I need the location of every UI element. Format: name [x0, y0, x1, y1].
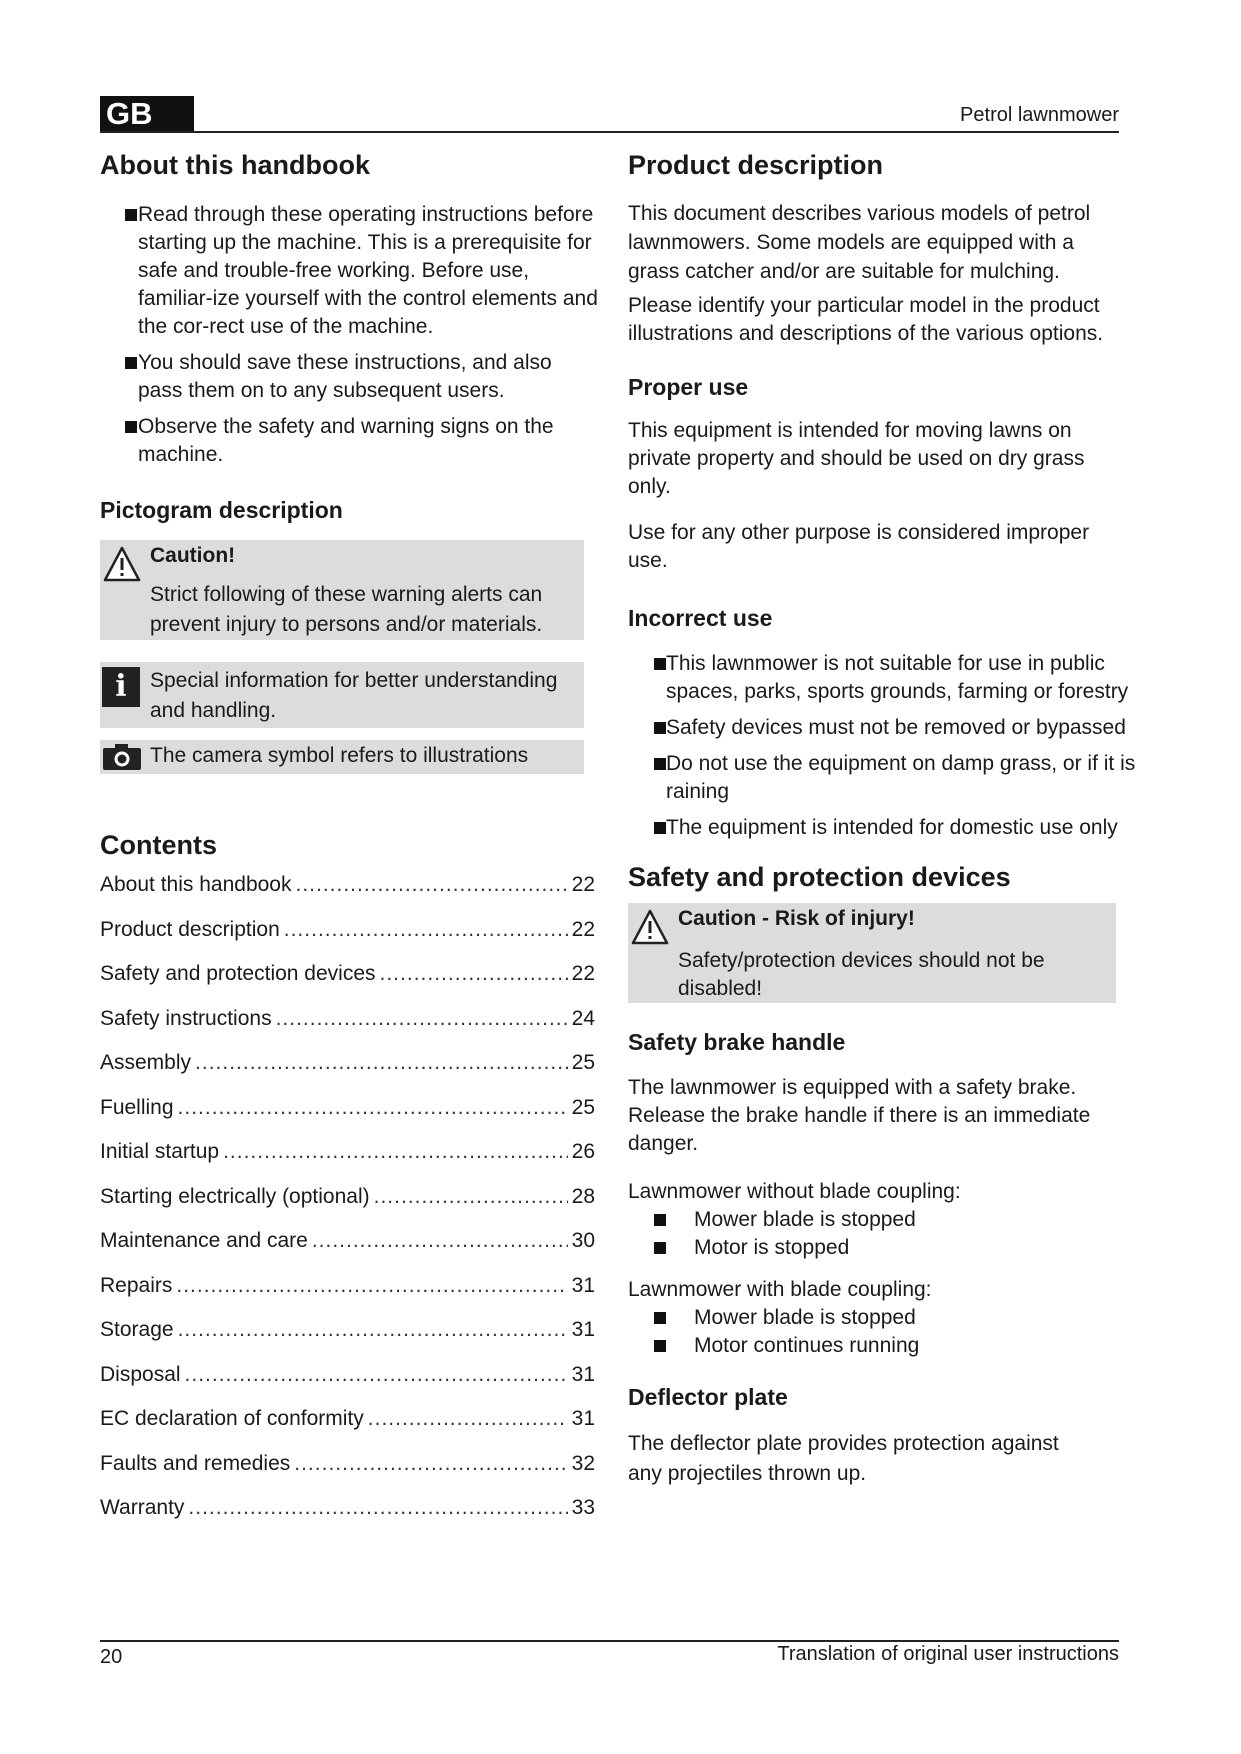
incorrect-use-item: The equipment is intended for domestic use only	[628, 814, 1136, 842]
warning-triangle-icon	[630, 908, 670, 946]
toc-row[interactable]: Safety and protection devices ..... 22	[100, 962, 595, 1007]
caution-title: Caution!	[150, 544, 236, 567]
toc-row[interactable]: About this handbook ..... 22	[100, 873, 595, 918]
warning-triangle-icon	[102, 545, 142, 583]
camera-text: The camera symbol refers to illustrations	[150, 744, 529, 767]
with-coupling-item: Mower blade is stopped	[628, 1304, 1138, 1332]
footer-note: Translation of original user instructions	[777, 1643, 1119, 1665]
about-item: Observe the safety and warning signs on the machine.	[100, 413, 598, 469]
incorrect-use-item: This lawnmower is not suitable for use in public spaces, parks, sports grounds, farming or forestry	[628, 650, 1136, 706]
header-divider	[100, 131, 1119, 133]
safety-devices-heading: Safety and protection devices	[628, 862, 1011, 892]
risk-caution-callout	[628, 903, 1116, 1003]
info-callout	[100, 662, 584, 728]
brake-para: The lawnmower is equipped with a safety brake. Release the brake handle if there is an immediate danger.	[628, 1076, 1091, 1155]
product-para-1: This document describes various models of petrol lawnmowers. Some models are equipped with a grass catcher and/or are suitable for mulching.	[628, 202, 1091, 283]
toc-row[interactable]: Safety instructions ..... 24	[100, 1007, 595, 1052]
without-coupling-item: Motor is stopped	[628, 1234, 1138, 1262]
toc-row[interactable]: Starting electrically (optional) ..... 28	[100, 1185, 595, 1230]
with-coupling-list	[628, 1304, 1138, 1360]
camera-callout	[100, 740, 584, 774]
with-coupling-item: Motor continues running	[628, 1332, 1138, 1360]
square-bullet-icon	[125, 357, 137, 369]
toc-row[interactable]: Assembly ..... 25	[100, 1051, 595, 1096]
incorrect-use-item: Do not use the equipment on damp grass, or if it is raining	[628, 750, 1136, 806]
square-bullet-icon	[654, 1312, 666, 1324]
page-number: 20	[100, 1646, 123, 1668]
square-bullet-icon	[654, 1340, 666, 1352]
info-icon: i	[102, 667, 140, 707]
camera-icon	[102, 743, 142, 771]
info-text: Special information for better understanding and handling.	[150, 669, 558, 722]
product-heading: Product description	[628, 150, 884, 180]
risk-caution-text: Safety/protection devices should not be disabled!	[678, 949, 1045, 1000]
risk-caution-title: Caution - Risk of injury!	[678, 907, 915, 930]
toc-row[interactable]: Repairs ..... 31	[100, 1274, 595, 1319]
without-coupling-item: Mower blade is stopped	[628, 1206, 1138, 1234]
without-coupling-label: Lawnmower without blade coupling:	[628, 1180, 961, 1203]
with-coupling-label: Lawnmower with blade coupling:	[628, 1278, 932, 1301]
about-item: Read through these operating instructions before starting up the machine. This is a prerequisite for safe and trouble-free working. Before use, familiar-ize yourself with the control elements and the cor-rect use of the machine.	[100, 201, 598, 341]
brake-heading: Safety brake handle	[628, 1029, 846, 1055]
proper-use-para-2: Use for any other purpose is considered improper use.	[628, 521, 1090, 572]
toc-row[interactable]: Fuelling ..... 25	[100, 1096, 595, 1141]
incorrect-use-heading: Incorrect use	[628, 605, 773, 631]
deflector-para: The deflector plate provides protection against any projectiles thrown up.	[628, 1432, 1059, 1485]
toc-row[interactable]: Product description ..... 22	[100, 918, 595, 963]
incorrect-use-item: Safety devices must not be removed or bypassed	[628, 714, 1136, 742]
table-of-contents	[100, 873, 595, 1541]
pictogram-heading: Pictogram description	[100, 497, 343, 523]
deflector-heading: Deflector plate	[628, 1384, 788, 1410]
footer-divider	[100, 1640, 1119, 1642]
toc-row[interactable]: Storage ..... 31	[100, 1318, 595, 1363]
about-item: You should save these instructions, and also pass them on to any subsequent users.	[100, 349, 598, 405]
toc-row[interactable]: Warranty ..... 33	[100, 1496, 595, 1541]
toc-row[interactable]: EC declaration of conformity ..... 31	[100, 1407, 595, 1452]
caution-text: Strict following of these warning alerts can prevent injury to persons and/or materials.	[150, 583, 543, 636]
incorrect-use-list	[628, 650, 1138, 842]
square-bullet-icon	[654, 822, 666, 834]
contents-heading: Contents	[100, 830, 217, 860]
left-column	[100, 150, 598, 1541]
square-bullet-icon	[125, 209, 137, 221]
document-title: Petrol lawnmower	[960, 104, 1119, 126]
toc-row[interactable]: Faults and remedies ..... 32	[100, 1452, 595, 1497]
right-column	[628, 150, 1138, 1489]
product-para-2: Please identify your particular model in the product illustrations and descriptions of the various options.	[628, 294, 1104, 345]
about-list	[100, 201, 598, 469]
square-bullet-icon	[654, 658, 666, 670]
toc-row[interactable]: Initial startup ..... 26	[100, 1140, 595, 1185]
square-bullet-icon	[654, 722, 666, 734]
square-bullet-icon	[654, 758, 666, 770]
square-bullet-icon	[654, 1242, 666, 1254]
toc-row[interactable]: Maintenance and care ..... 30	[100, 1229, 595, 1274]
proper-use-para-1: This equipment is intended for moving lawns on private property and should be used on dry grass only.	[628, 419, 1085, 498]
without-coupling-list	[628, 1206, 1138, 1262]
square-bullet-icon	[125, 421, 137, 433]
toc-row[interactable]: Disposal ..... 31	[100, 1363, 595, 1408]
caution-callout	[100, 540, 584, 640]
about-heading: About this handbook	[100, 150, 370, 180]
square-bullet-icon	[654, 1214, 666, 1226]
language-badge: GB	[100, 96, 194, 132]
proper-use-heading: Proper use	[628, 374, 749, 400]
